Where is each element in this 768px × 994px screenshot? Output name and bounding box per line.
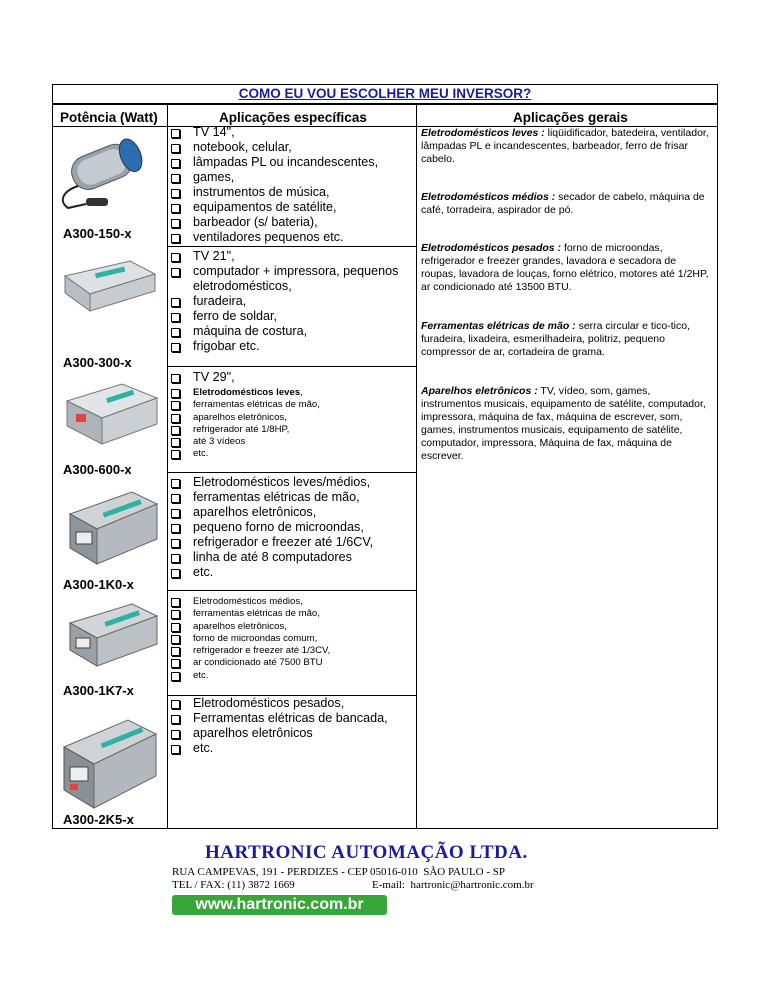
list-item: aparelhos eletrônicos, bbox=[171, 412, 320, 424]
list-item: aparelhos eletrônicos, bbox=[171, 505, 373, 520]
apps-list-600-first bbox=[171, 370, 235, 385]
model-label: A300-1K7-x bbox=[63, 683, 134, 698]
checkbox-bullet-icon bbox=[171, 374, 180, 383]
apps-list-1700 bbox=[171, 596, 330, 682]
general-apps-light: Eletrodomésticos leves : liqüidificador, batedeira, ventilador, lâmpadas PL e incandescentes, barbeador, ferro de frisar cabelo. bbox=[421, 127, 709, 165]
list-item: Eletrodomésticos leves/médios, bbox=[171, 475, 373, 490]
column-divider-2 bbox=[416, 104, 417, 828]
model-label: A300-600-x bbox=[63, 462, 132, 477]
row-separator bbox=[167, 246, 416, 247]
list-item: refrigerador até 1/8HP, bbox=[171, 424, 320, 436]
general-apps-electronics: Aparelhos eletrônicos : TV, vídeo, som, games, instrumentos musicais, equipamento de satélite, computador, impressora, máquina de fax, máquina de escrever, som, games, instrumentos musicais, equipamento de satélite, computador, impressora, Máquina de fax, máquina de escrever. bbox=[421, 385, 706, 462]
row-separator bbox=[167, 590, 416, 591]
product-image-1000w bbox=[62, 484, 162, 568]
checkbox-bullet-icon bbox=[171, 524, 180, 533]
table-bottom-line bbox=[52, 828, 718, 829]
general-apps-hand-tools: Ferramentas elétricas de mão : serra circular e tico-tico, furadeira, lixadeira, esmerilhadeira, politriz, pequeno compressor de ar, cortadeira de grama. bbox=[421, 320, 691, 358]
list-item: ventiladores pequenos etc. bbox=[171, 230, 378, 245]
list-item: ferro de soldar, bbox=[171, 309, 411, 324]
list-item: forno de microondas comum, bbox=[171, 633, 330, 645]
list-item: TV 21", bbox=[171, 249, 411, 264]
checkbox-bullet-icon bbox=[171, 509, 180, 518]
header-power: Potência (Watt) bbox=[60, 110, 158, 125]
checkbox-bullet-icon bbox=[171, 730, 180, 739]
list-item: etc. bbox=[171, 565, 373, 580]
list-item: lâmpadas PL ou incandescentes, bbox=[171, 155, 378, 170]
general-apps-medium: Eletrodomésticos médios : secador de cabelo, máquina de café, torradeira, aspirador de pó. bbox=[421, 191, 705, 216]
checkbox-bullet-icon bbox=[171, 343, 180, 352]
checkbox-bullet-icon bbox=[171, 298, 180, 307]
list-item: refrigerador e freezer até 1/3CV, bbox=[171, 645, 330, 657]
checkbox-bullet-icon bbox=[171, 401, 180, 410]
list-item: ferramentas elétricas de mão, bbox=[171, 608, 330, 620]
general-apps-heavy: Eletrodomésticos pesados : forno de microondas, refrigerador e freezer grandes, lavadora e secadora de roupas, lavadora de louças, forno elétrico, motores até 1/2HP, ar condicionado até 13500 BTU. bbox=[421, 242, 709, 293]
list-item: até 3 vídeos bbox=[171, 436, 320, 448]
table-title: COMO EU VOU ESCOLHER MEU INVERSOR? bbox=[52, 84, 718, 104]
product-image-2500w bbox=[56, 712, 166, 812]
list-item: refrigerador e freezer até 1/6CV, bbox=[171, 535, 373, 550]
checkbox-bullet-icon bbox=[171, 253, 180, 262]
list-item: máquina de costura, bbox=[171, 324, 411, 339]
list-item: etc. bbox=[171, 741, 388, 756]
checkbox-bullet-icon bbox=[171, 647, 180, 656]
apps-list-300 bbox=[171, 249, 411, 354]
list-item: aparelhos eletrônicos, bbox=[171, 621, 330, 633]
list-item: Eletrodomésticos leves, bbox=[171, 387, 320, 399]
apps-list-600 bbox=[171, 387, 320, 461]
model-label: A300-150-x bbox=[63, 226, 132, 241]
model-label: A300-1K0-x bbox=[63, 577, 134, 592]
checkbox-bullet-icon bbox=[171, 159, 180, 168]
model-label: A300-300-x bbox=[63, 355, 132, 370]
checkbox-bullet-icon bbox=[171, 479, 180, 488]
row-separator bbox=[167, 366, 416, 367]
checkbox-bullet-icon bbox=[171, 174, 180, 183]
list-item: barbeador (s/ bateria), bbox=[171, 215, 378, 230]
header-general-apps: Aplicações gerais bbox=[513, 110, 628, 125]
company-address: RUA CAMPEVAS, 191 - PERDIZES - CEP 05016-010 SÃO PAULO - SP bbox=[172, 866, 506, 878]
row-separator bbox=[167, 472, 416, 473]
apps-list-150 bbox=[171, 125, 378, 245]
checkbox-bullet-icon bbox=[171, 219, 180, 228]
list-item: Eletrodomésticos pesados, bbox=[171, 696, 388, 711]
list-item: ferramentas elétricas de mão, bbox=[171, 490, 373, 505]
header-top-line bbox=[52, 104, 718, 105]
company-phone: TEL / FAX: (11) 3872 1669 bbox=[172, 879, 295, 891]
list-item: notebook, celular, bbox=[171, 140, 378, 155]
checkbox-bullet-icon bbox=[171, 144, 180, 153]
list-item: etc. bbox=[171, 448, 320, 460]
checkbox-bullet-icon bbox=[171, 189, 180, 198]
list-item: furadeira, bbox=[171, 294, 411, 309]
checkbox-bullet-icon bbox=[171, 672, 180, 681]
product-image-300w bbox=[60, 256, 160, 316]
list-item: TV 14", bbox=[171, 125, 378, 140]
checkbox-bullet-icon bbox=[171, 659, 180, 668]
company-email[interactable]: E-mail: hartronic@hartronic.com.br bbox=[372, 879, 534, 891]
checkbox-bullet-icon bbox=[171, 610, 180, 619]
frame-right-line bbox=[717, 104, 718, 828]
product-image-150w bbox=[38, 136, 153, 216]
checkbox-bullet-icon bbox=[171, 426, 180, 435]
list-item: Ferramentas elétricas de bancada, bbox=[171, 711, 388, 726]
checkbox-bullet-icon bbox=[171, 715, 180, 724]
checkbox-bullet-icon bbox=[171, 328, 180, 337]
checkbox-bullet-icon bbox=[171, 389, 180, 398]
list-item: computador + impressora, pequenos eletrodomésticos, bbox=[171, 264, 411, 294]
checkbox-bullet-icon bbox=[171, 129, 180, 138]
company-name: HARTRONIC AUTOMAÇÃO LTDA. bbox=[205, 842, 528, 863]
checkbox-bullet-icon bbox=[171, 268, 180, 277]
checkbox-bullet-icon bbox=[171, 313, 180, 322]
checkbox-bullet-icon bbox=[171, 700, 180, 709]
list-item: equipamentos de satélite, bbox=[171, 200, 378, 215]
list-item: pequeno forno de microondas, bbox=[171, 520, 373, 535]
checkbox-bullet-icon bbox=[171, 598, 180, 607]
list-item: etc. bbox=[171, 670, 330, 682]
checkbox-bullet-icon bbox=[171, 234, 180, 243]
list-item: aparelhos eletrônicos bbox=[171, 726, 388, 741]
column-divider-1 bbox=[167, 104, 168, 828]
checkbox-bullet-icon bbox=[171, 494, 180, 503]
list-item: ferramentas elétricas de mão, bbox=[171, 399, 320, 411]
product-image-1700w bbox=[62, 598, 162, 670]
header-specific-apps: Aplicações específicas bbox=[219, 110, 367, 125]
checkbox-bullet-icon bbox=[171, 414, 180, 423]
list-item: TV 29", bbox=[171, 370, 235, 385]
checkbox-bullet-icon bbox=[171, 204, 180, 213]
list-item: Eletrodomésticos médios, bbox=[171, 596, 330, 608]
model-label: A300-2K5-x bbox=[63, 812, 134, 827]
checkbox-bullet-icon bbox=[171, 623, 180, 632]
list-item: linha de até 8 computadores bbox=[171, 550, 373, 565]
list-item: ar condicionado até 7500 BTU bbox=[171, 657, 330, 669]
checkbox-bullet-icon bbox=[171, 539, 180, 548]
list-item: instrumentos de música, bbox=[171, 185, 378, 200]
checkbox-bullet-icon bbox=[171, 635, 180, 644]
list-item: frigobar etc. bbox=[171, 339, 411, 354]
checkbox-bullet-icon bbox=[171, 438, 180, 447]
checkbox-bullet-icon bbox=[171, 554, 180, 563]
checkbox-bullet-icon bbox=[171, 569, 180, 578]
checkbox-bullet-icon bbox=[171, 450, 180, 459]
apps-list-1000 bbox=[171, 475, 373, 580]
product-image-600w bbox=[62, 376, 162, 448]
website-link[interactable]: www.hartronic.com.br bbox=[172, 895, 387, 915]
apps-list-2500 bbox=[171, 696, 388, 756]
list-item: games, bbox=[171, 170, 378, 185]
checkbox-bullet-icon bbox=[171, 745, 180, 754]
